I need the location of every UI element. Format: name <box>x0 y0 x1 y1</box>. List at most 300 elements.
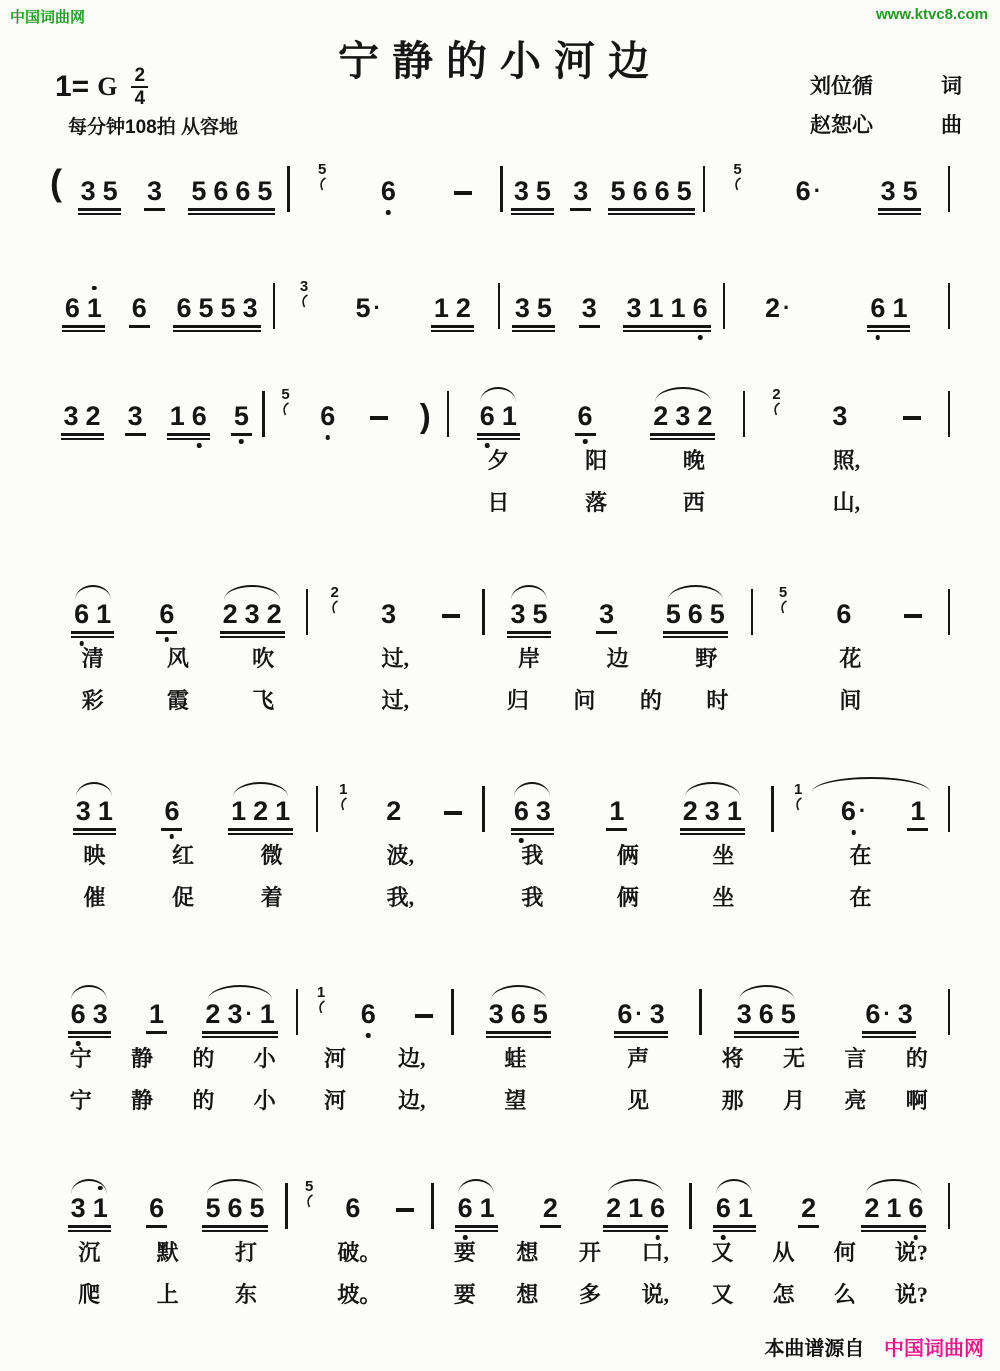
lyric-row-verse2 <box>50 1078 296 1120</box>
note <box>692 292 708 323</box>
note-digit: 5 <box>532 598 548 629</box>
note <box>840 795 867 826</box>
measure <box>308 578 482 720</box>
note-digit: 6 <box>164 795 180 826</box>
note-group <box>512 795 553 826</box>
note-digit: 6 <box>320 400 336 431</box>
duration-dash <box>396 1208 414 1213</box>
note <box>709 598 725 629</box>
notes-row <box>503 155 703 213</box>
note <box>542 1192 558 1223</box>
beam-line <box>623 325 710 327</box>
note <box>632 175 648 206</box>
grace-note-digit: 5 <box>304 1177 314 1195</box>
note <box>169 400 185 431</box>
note <box>535 795 551 826</box>
lyric-syllable: 在 <box>849 884 872 910</box>
lyric-syllable: 红 <box>171 842 194 868</box>
measure <box>50 578 306 720</box>
note-digit: 1 <box>609 795 625 826</box>
note-group <box>714 1192 755 1223</box>
note <box>355 292 381 323</box>
barline <box>948 1183 951 1229</box>
note <box>86 292 102 323</box>
augmentation-dot: · <box>858 798 867 823</box>
note <box>902 175 918 206</box>
note-digit: 1 <box>86 292 102 323</box>
note-digit: 6 <box>159 598 175 629</box>
lyric-syllable: 声 <box>627 1045 650 1071</box>
measure <box>434 1172 690 1314</box>
octave-dot-below <box>655 1235 660 1240</box>
lyric-syllable: 的 <box>192 1087 215 1113</box>
note-group <box>513 292 554 323</box>
note-digit: 2 <box>85 400 101 431</box>
beam-line <box>575 433 596 435</box>
note <box>737 1192 753 1223</box>
beam-line <box>228 833 293 835</box>
lyric-row-verse2 <box>702 1078 948 1120</box>
note-digit: 5 <box>902 175 918 206</box>
lyric-syllable: 边, <box>397 1087 426 1113</box>
note-group <box>72 598 113 629</box>
note <box>205 998 221 1029</box>
note <box>676 175 692 206</box>
measure <box>500 272 723 330</box>
note <box>626 292 642 323</box>
octave-dot-below <box>76 1041 81 1046</box>
note-digit: 2 <box>697 400 713 431</box>
note-group <box>609 175 694 206</box>
note-digit: 6 <box>227 1192 243 1223</box>
note-group <box>69 998 110 1029</box>
beam-line <box>71 636 114 638</box>
note <box>149 1192 165 1223</box>
lyric-syllable: 映 <box>83 842 106 868</box>
beam-line <box>614 1031 667 1033</box>
duration-dash <box>904 614 922 619</box>
note-digit: 5 <box>102 175 118 206</box>
lyric-syllable: 破。 <box>337 1239 382 1265</box>
note-digit: 1 <box>501 400 517 431</box>
beam-line <box>146 1225 167 1227</box>
lyric-syllable: 见 <box>627 1087 650 1113</box>
note <box>198 292 214 323</box>
note-digit: 2 <box>682 795 698 826</box>
beam-line <box>680 828 745 830</box>
lyric-syllable: 野 <box>695 645 718 671</box>
beam-line <box>867 325 910 327</box>
slur-arc <box>716 1179 752 1194</box>
note <box>532 598 548 629</box>
note <box>501 400 517 431</box>
lyric-syllable: 坐 <box>712 884 735 910</box>
lyric-row-verse1 <box>50 636 306 678</box>
beam-line <box>129 325 150 327</box>
lyric-row-verse1 <box>50 833 316 875</box>
note-digit: 6 <box>617 998 633 1029</box>
lyricist-name: 刘位循 <box>810 74 873 98</box>
note-group <box>63 292 104 323</box>
note <box>220 292 236 323</box>
note <box>897 998 913 1029</box>
note-group <box>651 400 714 431</box>
lyric-syllable: 西 <box>682 489 705 515</box>
site-watermark-top-left[interactable]: 中国词曲网 <box>10 9 86 26</box>
footer-site-link[interactable]: 中国词曲网 <box>884 1338 984 1360</box>
beam-line <box>71 631 114 633</box>
lyric-row-verse1 <box>298 1036 451 1078</box>
note-group <box>794 175 823 206</box>
slur-arc <box>71 985 107 1000</box>
note-digit: 5 <box>249 1192 265 1223</box>
note <box>70 1192 86 1223</box>
lyric-syllable: 要 <box>453 1281 476 1307</box>
note-digit: 6 <box>149 1192 165 1223</box>
note <box>433 292 449 323</box>
note-group <box>145 175 164 206</box>
lyric-syllable: 坡。 <box>337 1281 382 1307</box>
beam-line <box>188 208 275 210</box>
note <box>610 175 626 206</box>
note-digit: 5 <box>257 175 273 206</box>
lyric-row-verse1 <box>485 636 751 678</box>
note <box>159 598 175 629</box>
grace-note <box>318 162 327 191</box>
lyric-syllable: 问 <box>573 687 596 713</box>
slur-arc <box>491 985 547 1000</box>
beam-line <box>62 325 105 327</box>
note-digit: 6 <box>840 795 856 826</box>
note-digit: 1 <box>275 795 291 826</box>
note-digit: 1 <box>433 292 449 323</box>
notes-row <box>774 775 948 833</box>
lyric-row-verse1 <box>745 438 947 480</box>
beam-line <box>861 1225 926 1227</box>
notes-row <box>50 978 296 1036</box>
barline <box>948 391 951 437</box>
grace-note <box>330 585 339 614</box>
note-group <box>147 998 166 1029</box>
note-group <box>318 400 337 431</box>
note-digit: 3 <box>244 598 260 629</box>
note-group <box>862 1192 925 1223</box>
octave-dot-below <box>165 637 170 642</box>
lyric-syllable: 河 <box>323 1045 346 1071</box>
note <box>697 400 713 431</box>
beam-line <box>431 325 474 327</box>
barline <box>948 283 951 329</box>
composer-role: 曲 <box>941 113 962 137</box>
lyric-syllable: 又 <box>711 1239 734 1265</box>
note-group <box>232 400 251 431</box>
lyric-row-verse1 <box>454 1036 700 1078</box>
lyric-syllable: 日 <box>487 489 510 515</box>
beam-line <box>202 1036 277 1038</box>
note <box>726 795 742 826</box>
note <box>275 795 291 826</box>
key-label: 1= <box>55 70 90 103</box>
lyric-row-verse2 <box>318 875 482 917</box>
lyric-syllable: 过, <box>381 687 409 713</box>
grace-slur-icon <box>300 294 309 308</box>
note-digit: 2 <box>801 1192 817 1223</box>
note-digit: 1 <box>648 292 664 323</box>
octave-dot-below <box>366 1033 371 1038</box>
note <box>736 998 752 1029</box>
note-digit: 5 <box>536 292 552 323</box>
note-digit: 3 <box>581 292 597 323</box>
beam-line <box>78 213 121 215</box>
note <box>127 400 143 431</box>
duration-dash <box>415 1014 433 1019</box>
note-digit: 5 <box>535 175 551 206</box>
note-group <box>541 1192 560 1223</box>
note-group <box>508 598 549 629</box>
notes-row <box>50 272 273 330</box>
beam-line <box>511 208 554 210</box>
notes-row <box>434 1172 690 1230</box>
score-line <box>50 155 950 213</box>
note-group <box>576 400 595 431</box>
lyric-row-verse1 <box>434 1230 690 1272</box>
beam-line <box>68 1225 111 1227</box>
lyric-syllable: 边, <box>397 1045 426 1071</box>
beam-line <box>713 1230 756 1232</box>
beam-line <box>713 1225 756 1227</box>
note-digit: 5 <box>676 175 692 206</box>
note-digit: 5 <box>220 292 236 323</box>
lyric-syllable: 望 <box>504 1087 527 1113</box>
slur-arc <box>514 782 550 797</box>
beam-line <box>596 631 617 633</box>
note-digit: 6 <box>908 1192 924 1223</box>
score-line <box>50 380 950 522</box>
lyric-syllable: 口, <box>641 1239 669 1265</box>
grace-note <box>281 387 290 416</box>
note-digit: 6 <box>577 400 593 431</box>
beam-line <box>650 438 715 440</box>
note <box>880 175 896 206</box>
note-group <box>830 400 849 431</box>
lyric-syllable: 开 <box>578 1239 601 1265</box>
note-group <box>203 998 276 1029</box>
note-digit: 3 <box>242 292 258 323</box>
note-digit: 1 <box>259 998 275 1029</box>
octave-dot-above <box>98 1186 103 1191</box>
note <box>665 598 681 629</box>
note <box>231 795 247 826</box>
note-group <box>130 292 149 323</box>
note-digit: 2 <box>455 292 471 323</box>
lyric-syllable: 亮 <box>844 1087 867 1113</box>
lyric-row-verse1 <box>265 438 447 480</box>
lyric-syllable: 我 <box>521 842 544 868</box>
lyric-row-verse2 <box>745 480 947 522</box>
note <box>455 292 471 323</box>
note-digit: 3 <box>381 598 397 629</box>
lyric-syllable: 俩 <box>616 842 639 868</box>
lyric-syllable: 促 <box>171 884 194 910</box>
beam-line <box>734 1036 799 1038</box>
lyric-syllable: 何 <box>833 1239 856 1265</box>
lyric-row-verse2 <box>454 1078 700 1120</box>
lyric-syllable: 在 <box>849 842 872 868</box>
octave-dot-below <box>79 641 84 646</box>
octave-dot-below <box>583 439 588 444</box>
note <box>479 400 495 431</box>
note <box>609 795 625 826</box>
note <box>886 1192 902 1223</box>
grace-slur-icon <box>733 177 742 191</box>
note-digit: 3 <box>649 998 665 1029</box>
lyric-row-verse2 <box>485 875 771 917</box>
note-group <box>799 1192 818 1223</box>
lyric-syllable: 吹 <box>252 645 275 671</box>
lyric-syllable: 上 <box>156 1281 179 1307</box>
note <box>510 998 526 1029</box>
lyric-syllable: 催 <box>83 884 106 910</box>
note-group <box>162 795 181 826</box>
note-digit: 5 <box>780 998 796 1029</box>
grace-slur-icon <box>281 402 290 416</box>
beam-line <box>623 330 710 332</box>
note-digit: 1 <box>670 292 686 323</box>
slur-arc <box>208 985 273 1000</box>
note <box>864 1192 880 1223</box>
lyric-syllable: 俩 <box>616 884 639 910</box>
lyric-syllable: 的 <box>192 1045 215 1071</box>
lyric-syllable: 说, <box>641 1281 669 1307</box>
slur-arc <box>511 585 547 600</box>
note-digit: 1 <box>910 795 926 826</box>
meter-denominator: 4 <box>134 88 146 109</box>
note-digit: 6 <box>632 175 648 206</box>
slur-arc <box>233 782 289 797</box>
barline <box>948 166 951 212</box>
beam-line <box>156 631 177 633</box>
note <box>654 175 670 206</box>
note <box>892 292 908 323</box>
measure <box>66 155 287 213</box>
lyric-row-verse2 <box>774 875 948 917</box>
note-digit: 3 <box>535 795 551 826</box>
note <box>479 1192 495 1223</box>
grace-note-digit: 3 <box>299 277 309 295</box>
beam-line <box>202 1031 277 1033</box>
beam-line <box>73 833 116 835</box>
score-line <box>50 775 950 917</box>
site-url-top-right[interactable]: www.ktvc8.com <box>876 6 988 23</box>
lyric-syllable: 边 <box>606 645 629 671</box>
note-digit: 6 <box>380 175 396 206</box>
note-group <box>597 598 616 629</box>
measure <box>50 775 316 917</box>
beam-line <box>167 433 210 435</box>
measure <box>485 578 751 720</box>
note <box>75 795 91 826</box>
note-digit: 2 <box>205 998 221 1029</box>
lyric-row-verse2 <box>50 1272 285 1314</box>
beam-line <box>511 833 554 835</box>
beam-line <box>606 828 627 830</box>
lyric-syllable: 从 <box>772 1239 795 1265</box>
octave-dot-below <box>239 439 244 444</box>
octave-dot-below <box>721 1235 726 1240</box>
beam-line <box>173 325 260 327</box>
note-digit: 3 <box>514 292 530 323</box>
note-digit: 6 <box>510 998 526 1029</box>
lyric-row-verse2 <box>288 1272 431 1314</box>
beam-line <box>455 1225 498 1227</box>
duration-dash <box>370 416 388 421</box>
note <box>514 292 530 323</box>
grace-slur-icon <box>305 1194 314 1208</box>
beam-line <box>61 438 104 440</box>
note <box>147 175 163 206</box>
note-digit: 3 <box>626 292 642 323</box>
beam-line <box>161 828 182 830</box>
note <box>259 998 275 1029</box>
beam-line <box>862 1036 915 1038</box>
note-digit: 1 <box>97 795 113 826</box>
note <box>70 998 86 1029</box>
octave-dot-below <box>851 830 856 835</box>
note-digit: 2 <box>864 1192 880 1223</box>
grace-note-digit: 1 <box>794 780 803 798</box>
note <box>63 400 79 431</box>
note-digit: 2 <box>765 292 781 323</box>
beam-line <box>125 433 146 435</box>
slur-arc <box>75 585 111 600</box>
note-digit: 2 <box>386 795 402 826</box>
note <box>191 400 207 431</box>
tempo-marking: 每分钟108拍 从容地 <box>68 117 238 138</box>
notes-row <box>692 1172 948 1230</box>
note-digit: 6 <box>865 998 881 1029</box>
measure <box>50 1172 285 1314</box>
note <box>92 1192 108 1223</box>
notes-row <box>454 978 700 1036</box>
duration-dash <box>444 811 462 816</box>
note <box>97 795 113 826</box>
note-digit: 5 <box>205 1192 221 1223</box>
note <box>653 400 669 431</box>
beam-line <box>867 330 910 332</box>
notes-row <box>290 155 501 213</box>
note <box>628 1192 644 1223</box>
grace-note <box>317 985 326 1014</box>
lyric-syllable: 山, <box>832 489 861 515</box>
notes-row <box>500 272 723 330</box>
note-group <box>432 292 473 323</box>
octave-dot-below <box>519 838 524 843</box>
note-digit: 1 <box>92 1192 108 1223</box>
note-group <box>879 175 920 206</box>
barline <box>948 989 951 1035</box>
slur-arc <box>608 1179 664 1194</box>
note <box>85 400 101 431</box>
note <box>257 175 273 206</box>
note <box>687 598 703 629</box>
lyric-syllable: 静 <box>131 1087 154 1113</box>
note <box>164 795 180 826</box>
notes-row <box>50 775 316 833</box>
augmentation-dot: · <box>245 1001 253 1026</box>
slur-arc <box>866 1179 922 1194</box>
note <box>242 292 258 323</box>
measure <box>485 775 771 917</box>
